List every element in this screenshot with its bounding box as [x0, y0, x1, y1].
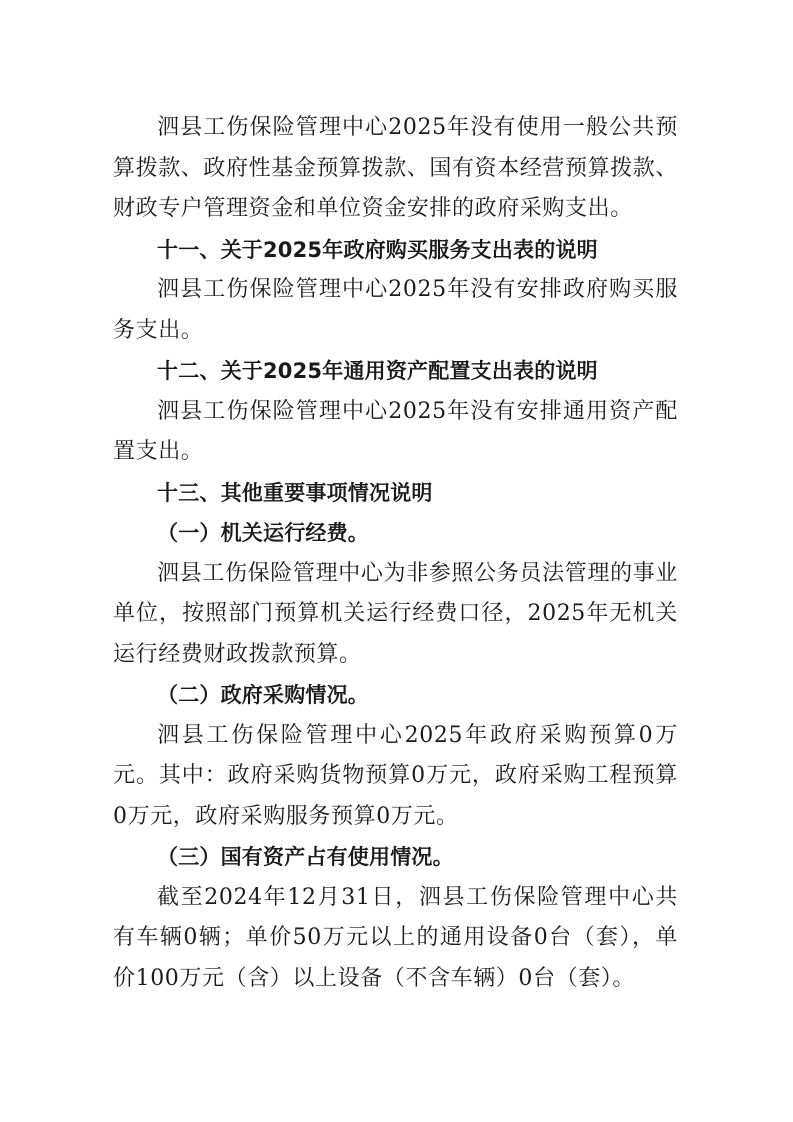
paragraph-government-procurement: 泗县工伤保险管理中心2025年政府采购预算0万元。其中：政府采购货物预算0万元，政府采购工程预算0万元，政府采购服务预算0万元。 [113, 722, 678, 829]
heading-section-12: 十二、关于2025年通用资产配置支出表的说明 [157, 359, 598, 383]
heading-section-11: 十一、关于2025年政府购买服务支出表的说明 [157, 237, 598, 262]
paragraph-state-assets: 截至2024年12月31日，泗县工伤保险管理中心共有车辆0辆；单价50万元以上的通用设备0台（套），单价100万元（含）以上设备（不含车辆）0台（套）。 [113, 884, 678, 991]
document-body [113, 108, 678, 999]
paragraph-government-procurement-none: 泗县工伤保险管理中心2025年没有使用一般公共预算拨款、政府性基金预算拨款、国有资本经营预算拨款、财政专户管理资金和单位资金安排的政府采购支出。 [113, 115, 679, 221]
subheading-government-procurement: （二）政府采购情况。 [157, 683, 369, 707]
subheading-operating-expenses: （一）机关运行经费。 [157, 521, 369, 545]
paragraph-operating-expenses: 泗县工伤保险管理中心为非参照公务员法管理的事业单位，按照部门预算机关运行经费口径，2025年无机关运行经费财政拨款预算。 [113, 560, 678, 667]
paragraph-general-assets: 泗县工伤保险管理中心2025年没有安排通用资产配置支出。 [113, 398, 678, 464]
subheading-state-assets: （三）国有资产占有使用情况。 [157, 845, 454, 869]
heading-section-13: 十三、其他重要事项情况说明 [157, 480, 433, 505]
paragraph-purchase-services: 泗县工伤保险管理中心2025年没有安排政府购买服务支出。 [113, 277, 678, 343]
